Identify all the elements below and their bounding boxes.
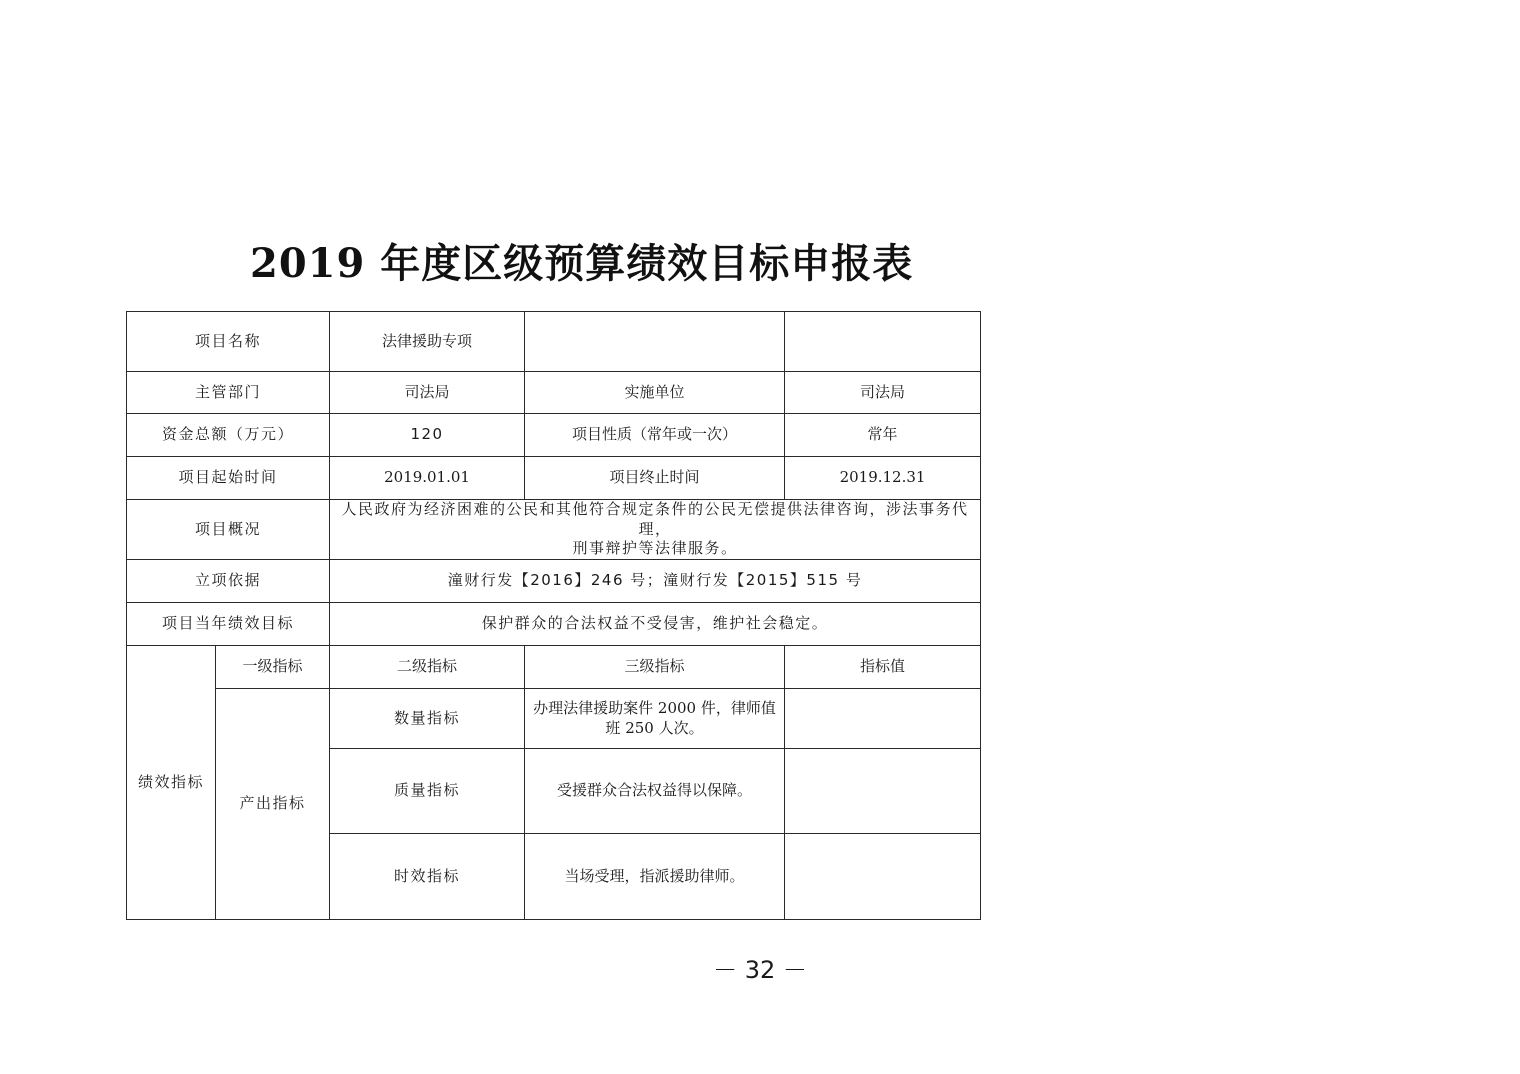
nature-label: 项目性质（常年或一次） — [525, 414, 785, 457]
value-cell — [785, 749, 981, 834]
start-label: 项目起始时间 — [127, 457, 330, 500]
table-row — [127, 560, 981, 603]
header-level1: 一级指标 — [216, 646, 330, 689]
overview-line: 刑事辩护等法律服务。 — [572, 539, 738, 558]
indicators-label: 绩效指标 — [127, 646, 216, 920]
level3-line: 班 250 人次。 — [605, 718, 704, 737]
page-number: － 32 － — [713, 956, 807, 984]
header-level3: 三级指标 — [525, 646, 785, 689]
budget-performance-table — [126, 311, 981, 920]
level3-line: 办理法律援助案件 2000 件，律师值 — [533, 699, 776, 717]
goal-label: 项目当年绩效目标 — [127, 603, 330, 646]
header-level2: 二级指标 — [330, 646, 525, 689]
page-title: 2019 年度区级预算绩效目标申报表 — [250, 240, 914, 287]
table-row — [127, 646, 981, 689]
end-value: 2019.12.31 — [785, 457, 981, 500]
project-name-extra-cell — [785, 312, 981, 372]
project-name-label: 项目名称 — [127, 312, 330, 372]
impl-value: 司法局 — [785, 372, 981, 414]
nature-value: 常年 — [785, 414, 981, 457]
table-row — [127, 603, 981, 646]
level3-cell — [525, 689, 785, 749]
table-row — [127, 372, 981, 414]
funds-label: 资金总额（万元） — [127, 414, 330, 457]
level3-cell: 当场受理，指派援助律师。 — [525, 834, 785, 920]
dept-value: 司法局 — [330, 372, 525, 414]
impl-label: 实施单位 — [525, 372, 785, 414]
level2-cell: 质量指标 — [330, 749, 525, 834]
overview-line: 人民政府为经济困难的公民和其他符合规定条件的公民无偿提供法律咨询，涉法事务代理， — [341, 500, 969, 538]
level2-cell: 时效指标 — [330, 834, 525, 920]
goal-value: 保护群众的合法权益不受侵害，维护社会稳定。 — [330, 603, 981, 646]
table-row — [127, 689, 981, 749]
table-row — [127, 500, 981, 560]
start-value: 2019.01.01 — [330, 457, 525, 500]
table-row — [127, 414, 981, 457]
project-name-value: 法律援助专项 — [330, 312, 525, 372]
overview-value — [330, 500, 981, 560]
table-row — [127, 312, 981, 372]
value-cell — [785, 689, 981, 749]
overview-label: 项目概况 — [127, 500, 330, 560]
level2-cell: 数量指标 — [330, 689, 525, 749]
project-name-extra-cell — [525, 312, 785, 372]
basis-label: 立项依据 — [127, 560, 330, 603]
table-row — [127, 457, 981, 500]
dept-label: 主管部门 — [127, 372, 330, 414]
end-label: 项目终止时间 — [525, 457, 785, 500]
funds-value: 120 — [330, 414, 525, 457]
basis-value: 潼财行发【2016】246 号；潼财行发【2015】515 号 — [330, 560, 981, 603]
output-label: 产出指标 — [216, 689, 330, 920]
value-cell — [785, 834, 981, 920]
header-value: 指标值 — [785, 646, 981, 689]
level3-cell: 受援群众合法权益得以保障。 — [525, 749, 785, 834]
